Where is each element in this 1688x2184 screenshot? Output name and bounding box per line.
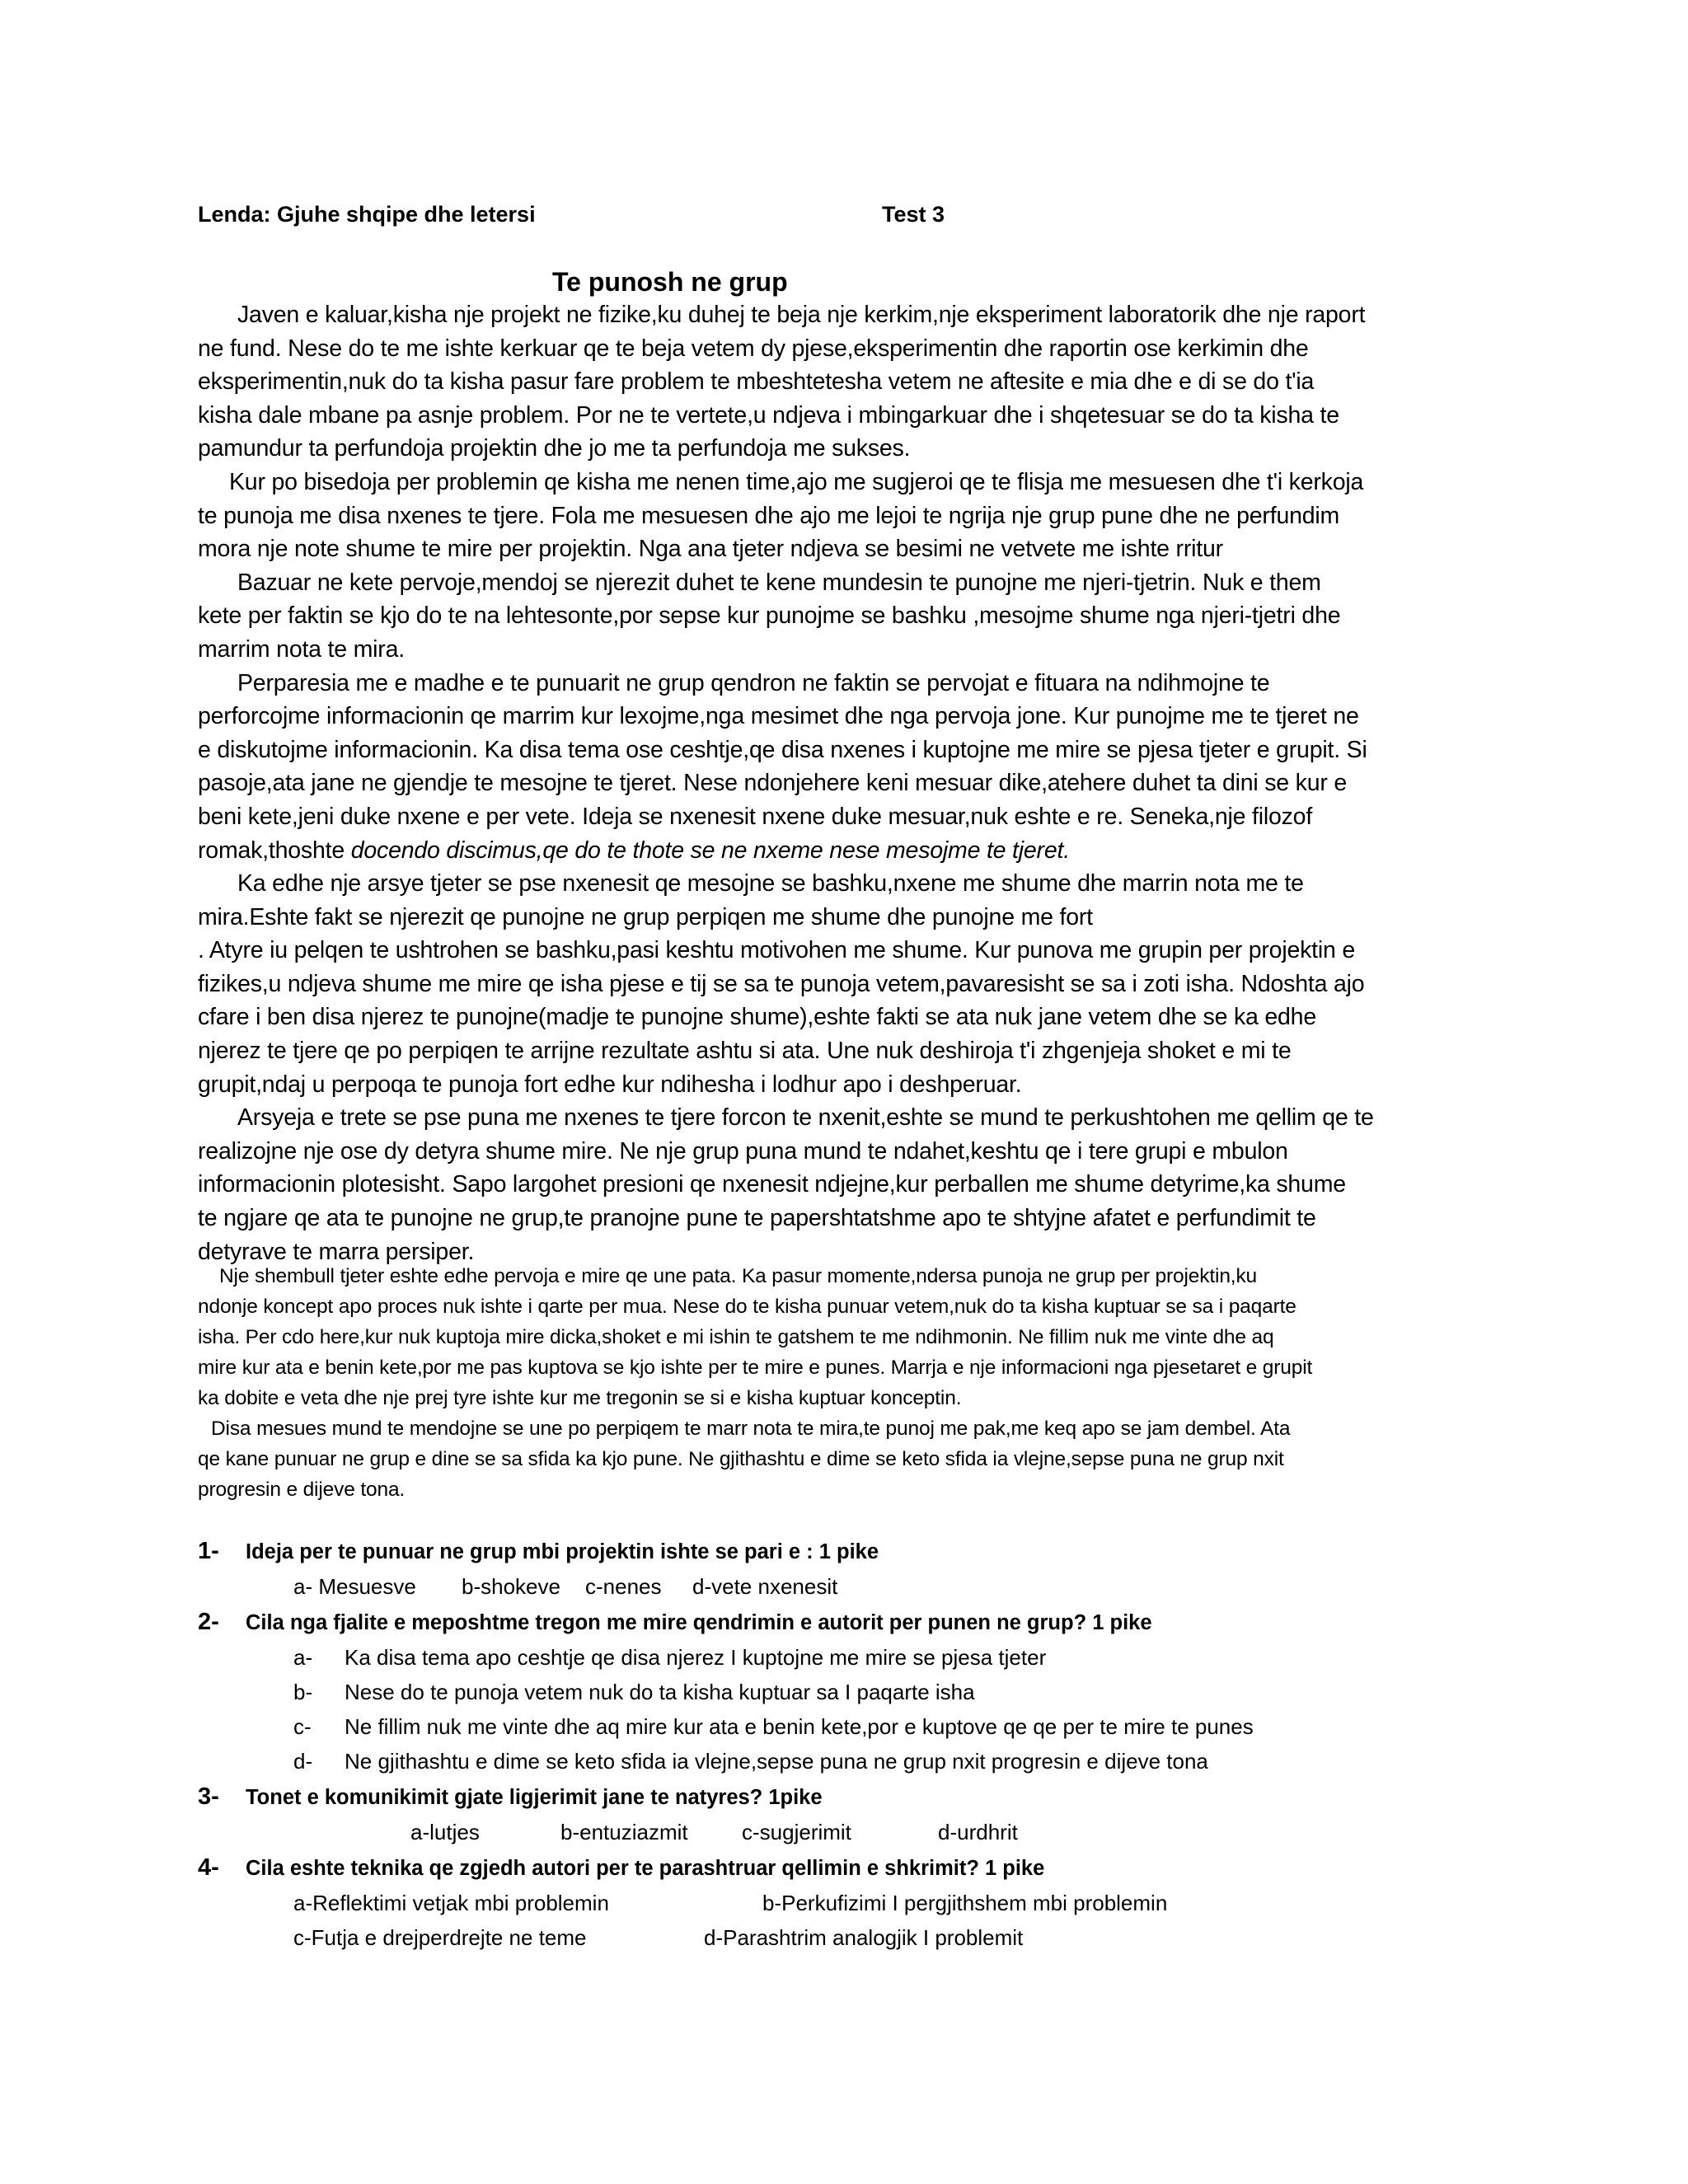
passage-line: Disa mesues mund te mendojne se une po perpiqem te marr nota te mira,te punoj me pak,me keq apo se jam dembel. Ata	[211, 1418, 1291, 1440]
test-number: Test 3	[882, 202, 945, 227]
passage-line: pasoje,ata jane ne gjendje te mesojne te tjeret. Nese ndonjehere keni mesuar dike,atehere duhet ta dini se kur e	[198, 770, 1348, 797]
passage-line: realizojne nje ose dy detyra shume mire. Ne nje grup puna mund te ndahet,keshtu qe i tere grupi e mbulon	[198, 1137, 1288, 1165]
subject-label: Lenda: Gjuhe shqipe dhe letersi	[198, 202, 536, 227]
question-text: Ideja per te punuar ne grup mbi projektin ishte se pari e : 1 pike	[246, 1540, 879, 1563]
passage-body	[198, 298, 1500, 1268]
passage-line: pamundur ta perfundoja projektin dhe jo me ta perfundoja me sukses.	[198, 435, 911, 462]
passage-line: e diskutojme informacionin. Ka disa tema ose ceshtje,qe disa nxenes i kuptojne me mire se pjesa tjeter e grupit. Si	[198, 736, 1367, 763]
passage-line: njerez te tjere qe po perpiqen te arrijne rezultate ashtu si ata. Une nuk deshiroja t'i zhgenjeja shoket e mi te	[198, 1038, 1292, 1065]
passage-line: fizikes,u ndjeva shume me mire qe isha pjese e tij se sa te punoja vetem,pavaresisht se sa i zoti isha. Ndoshta ajo	[198, 970, 1365, 997]
question-number: 4-	[198, 1854, 219, 1881]
option-a[interactable]: a-lutjes	[410, 1820, 480, 1844]
passage-line: ka dobite e veta dhe nje prej tyre ishte kur me tregonin se si e kisha kuptuar konceptin.	[198, 1387, 962, 1409]
question-list	[198, 1533, 1500, 1955]
passage-line: Ka edhe nje arsye tjeter se pse nxenesit qe mesojne se bashku,nxene me shume dhe marrin nota me te	[237, 870, 1304, 898]
question-3-options	[198, 1815, 1500, 1849]
option-c[interactable]: c-sugjerimit	[742, 1820, 851, 1844]
option-b[interactable]: b-shokeve	[462, 1574, 560, 1599]
passage-line-start: romak,thoshte	[198, 837, 351, 864]
passage-line	[198, 834, 1500, 868]
question-text: Cila eshte teknika qe zgjedh autori per te parashtruar qellimin e shkrimit? 1 pike	[246, 1857, 1045, 1880]
passage-line: ndonje koncept apo proces nuk ishte i qarte per mua. Nese do te kisha punuar vetem,nuk do ta kisha kuptuar se sa i paqarte	[198, 1296, 1296, 1318]
option-d[interactable]: d-vete nxenesit	[692, 1574, 838, 1599]
question-2	[198, 1604, 1500, 1640]
passage-line: Javen e kaluar,kisha nje projekt ne fizike,ku duhej te beja nje kerkim,nje eksperiment laboratorik dhe nje raport	[237, 302, 1366, 328]
passage-line: detyrave te marra persiper.	[198, 1238, 475, 1265]
option-b[interactable]: b-entuziazmit	[560, 1820, 688, 1844]
question-number: 1-	[198, 1538, 219, 1564]
question-1-options	[198, 1569, 1500, 1604]
question-2-options	[198, 1640, 1500, 1779]
question-number: 2-	[198, 1609, 219, 1635]
passage-line: qe kane punuar ne grup e dine se sa sfida ka kjo pune. Ne gjithashtu e dime se keto sfida ia vlejne,sepse puna ne grup nxit	[198, 1448, 1284, 1470]
passage-line: te ngjare qe ata te punojne ne grup,te pranojne pune te papershtatshme apo te shtyjne afatet e perfundimit te	[198, 1205, 1316, 1232]
passage-line: ne fund. Nese do te me ishte kerkuar qe te beja vetem dy pjese,eksperimentin dhe raportin ose kerkimin dhe	[198, 335, 1309, 362]
passage-line: Kur po bisedoja per problemin qe kisha me nenen time,ajo me sugjeroi qe te flisja me mesuesen dhe t'i kerkoja	[229, 468, 1364, 495]
passage-line: mire kur ata e benin kete,por me pas kuptova se kjo ishte per te mire e punes. Marrja e nje informacioni nga pjesetaret e grupit	[198, 1357, 1313, 1379]
passage-title: Te punosh ne grup	[552, 267, 788, 297]
option-c[interactable]	[198, 1709, 1500, 1744]
question-text: Cila nga fjalite e meposhtme tregon me mire qendrimin e autorit per punen ne grup? 1 pike	[246, 1611, 1152, 1634]
option-b[interactable]: b-Perkufizimi I pergjithshem mbi problemin	[762, 1891, 1168, 1915]
passage-line: mira.Eshte fakt se njerezit qe punojne ne grup perpiqen me shume dhe punojne me fort	[198, 903, 1093, 930]
option-letter: d-	[293, 1749, 313, 1774]
passage-line: Arsyeja e trete se pse puna me nxenes te tjere forcon te nxenit,eshte se mund te perkushtohen me qellim qe te	[237, 1104, 1374, 1132]
passage-line: isha. Per cdo here,kur nuk kuptoja mire dicka,shoket e mi ishin te gatshem te me ndihmonin. Ne fillim nuk me vinte dhe aq	[198, 1326, 1274, 1348]
question-3	[198, 1779, 1500, 1815]
option-text: Nese do te punoja vetem nuk do ta kisha kuptuar sa I paqarte isha	[345, 1680, 975, 1704]
option-text: Ne fillim nuk me vinte dhe aq mire kur ata e benin kete,por e kuptove qe qe per te mire te punes	[345, 1714, 1254, 1739]
question-4	[198, 1849, 1500, 1886]
option-letter: b-	[293, 1680, 313, 1704]
option-text: Ne gjithashtu e dime se keto sfida ia vlejne,sepse puna ne grup nxit progresin e dijeve tona	[345, 1749, 1208, 1774]
passage-line: kete per faktin se kjo do te na lehtesonte,por sepse kur punojme se bashku ,mesojme shume nga njeri-tjetri dhe	[198, 602, 1341, 630]
option-d[interactable]: d-urdhrit	[938, 1820, 1018, 1844]
passage-line: grupit,ndaj u perpoqa te punoja fort edhe kur ndihesha i lodhur apo i deshperuar.	[198, 1071, 1022, 1098]
passage-line: marrim nota te mira.	[198, 635, 405, 663]
passage-line: mora nje note shume te mire per projektin. Nga ana tjeter ndjeva se besimi ne vetvete me ishte rritur	[198, 536, 1223, 563]
option-text: Ka disa tema apo ceshtje qe disa njerez I kuptojne me mire se pjesa tjeter	[345, 1645, 1047, 1670]
latin-quote: docendo discimus,qe do te thote se ne nxeme nese mesojme te tjeret.	[350, 837, 1070, 864]
passage-line: eksperimentin,nuk do ta kisha pasur fare problem te mbeshtetesha vetem ne aftesite e mia dhe e di se do t'ia	[198, 368, 1315, 396]
question-number: 3-	[198, 1783, 219, 1810]
option-letter: a-	[293, 1645, 313, 1670]
passage-line: Perparesia me e madhe e te punuarit ne grup qendron ne faktin se pervojat e fituara na ndihmojne te	[237, 669, 1270, 696]
passage-line: te punoja me disa nxenes te tjere. Fola me mesuesen dhe ajo me lejoi te ngrija nje grup pune dhe ne perfundim	[198, 502, 1340, 529]
option-a[interactable]	[198, 1640, 1500, 1675]
question-text: Tonet e komunikimit gjate ligjerimit jane te natyres? 1pike	[246, 1786, 823, 1809]
passage-line: informacionin plotesisht. Sapo largohet presioni qe nxenesit ndjejne,kur perballen me shume detyrime,ka shume	[198, 1171, 1346, 1198]
option-a[interactable]: a- Mesuesve	[293, 1574, 416, 1599]
option-d[interactable]: d-Parashtrim analogjik I problemit	[704, 1925, 1024, 1950]
option-c[interactable]: c-nenes	[585, 1574, 662, 1599]
option-b[interactable]	[198, 1675, 1500, 1709]
option-d[interactable]	[198, 1744, 1500, 1779]
passage-small-section	[198, 1261, 1500, 1505]
passage-line: . Atyre iu pelqen te ushtrohen se bashku,pasi keshtu motivohen me shume. Kur punova me grupin per projektin e	[198, 937, 1356, 964]
passage-line: Bazuar ne kete pervoje,mendoj se njerezit duhet te kene mundesin te punojne me njeri-tjetrin. Nuk e them	[237, 569, 1321, 596]
option-a[interactable]: a-Reflektimi vetjak mbi problemin	[293, 1891, 609, 1915]
question-1	[198, 1533, 1500, 1569]
passage-line: cfare i ben disa njerez te punojne(madje te punojne shume),eshte fakti se ata nuk jane vetem dhe se ka edhe	[198, 1004, 1316, 1031]
question-4-options-row-1	[198, 1886, 1500, 1920]
question-4-options-row-2	[198, 1920, 1500, 1955]
passage-line: progresin e dijeve tona.	[198, 1479, 406, 1501]
option-c[interactable]: c-Futja e drejperdrejte ne teme	[293, 1925, 587, 1950]
option-letter: c-	[293, 1714, 312, 1739]
passage-line: beni kete,jeni duke nxene e per vete. Ideja se nxenesit nxene duke mesuar,nuk eshte e re. Seneka,nje filozof	[198, 803, 1313, 830]
passage-line: perforcojme informacionin qe marrim kur lexojme,nga mesimet dhe nga pervoja jone. Kur punojme me te tjeret ne	[198, 703, 1359, 730]
passage-line: Nje shembull tjeter eshte edhe pervoja e mire qe une pata. Ka pasur momente,ndersa punoja ne grup per projektin,ku	[219, 1265, 1258, 1287]
passage-line: kisha dale mbane pa asnje problem. Por ne te vertete,u ndjeva i mbingarkuar dhe i shqetesuar se do ta kisha te	[198, 401, 1339, 429]
